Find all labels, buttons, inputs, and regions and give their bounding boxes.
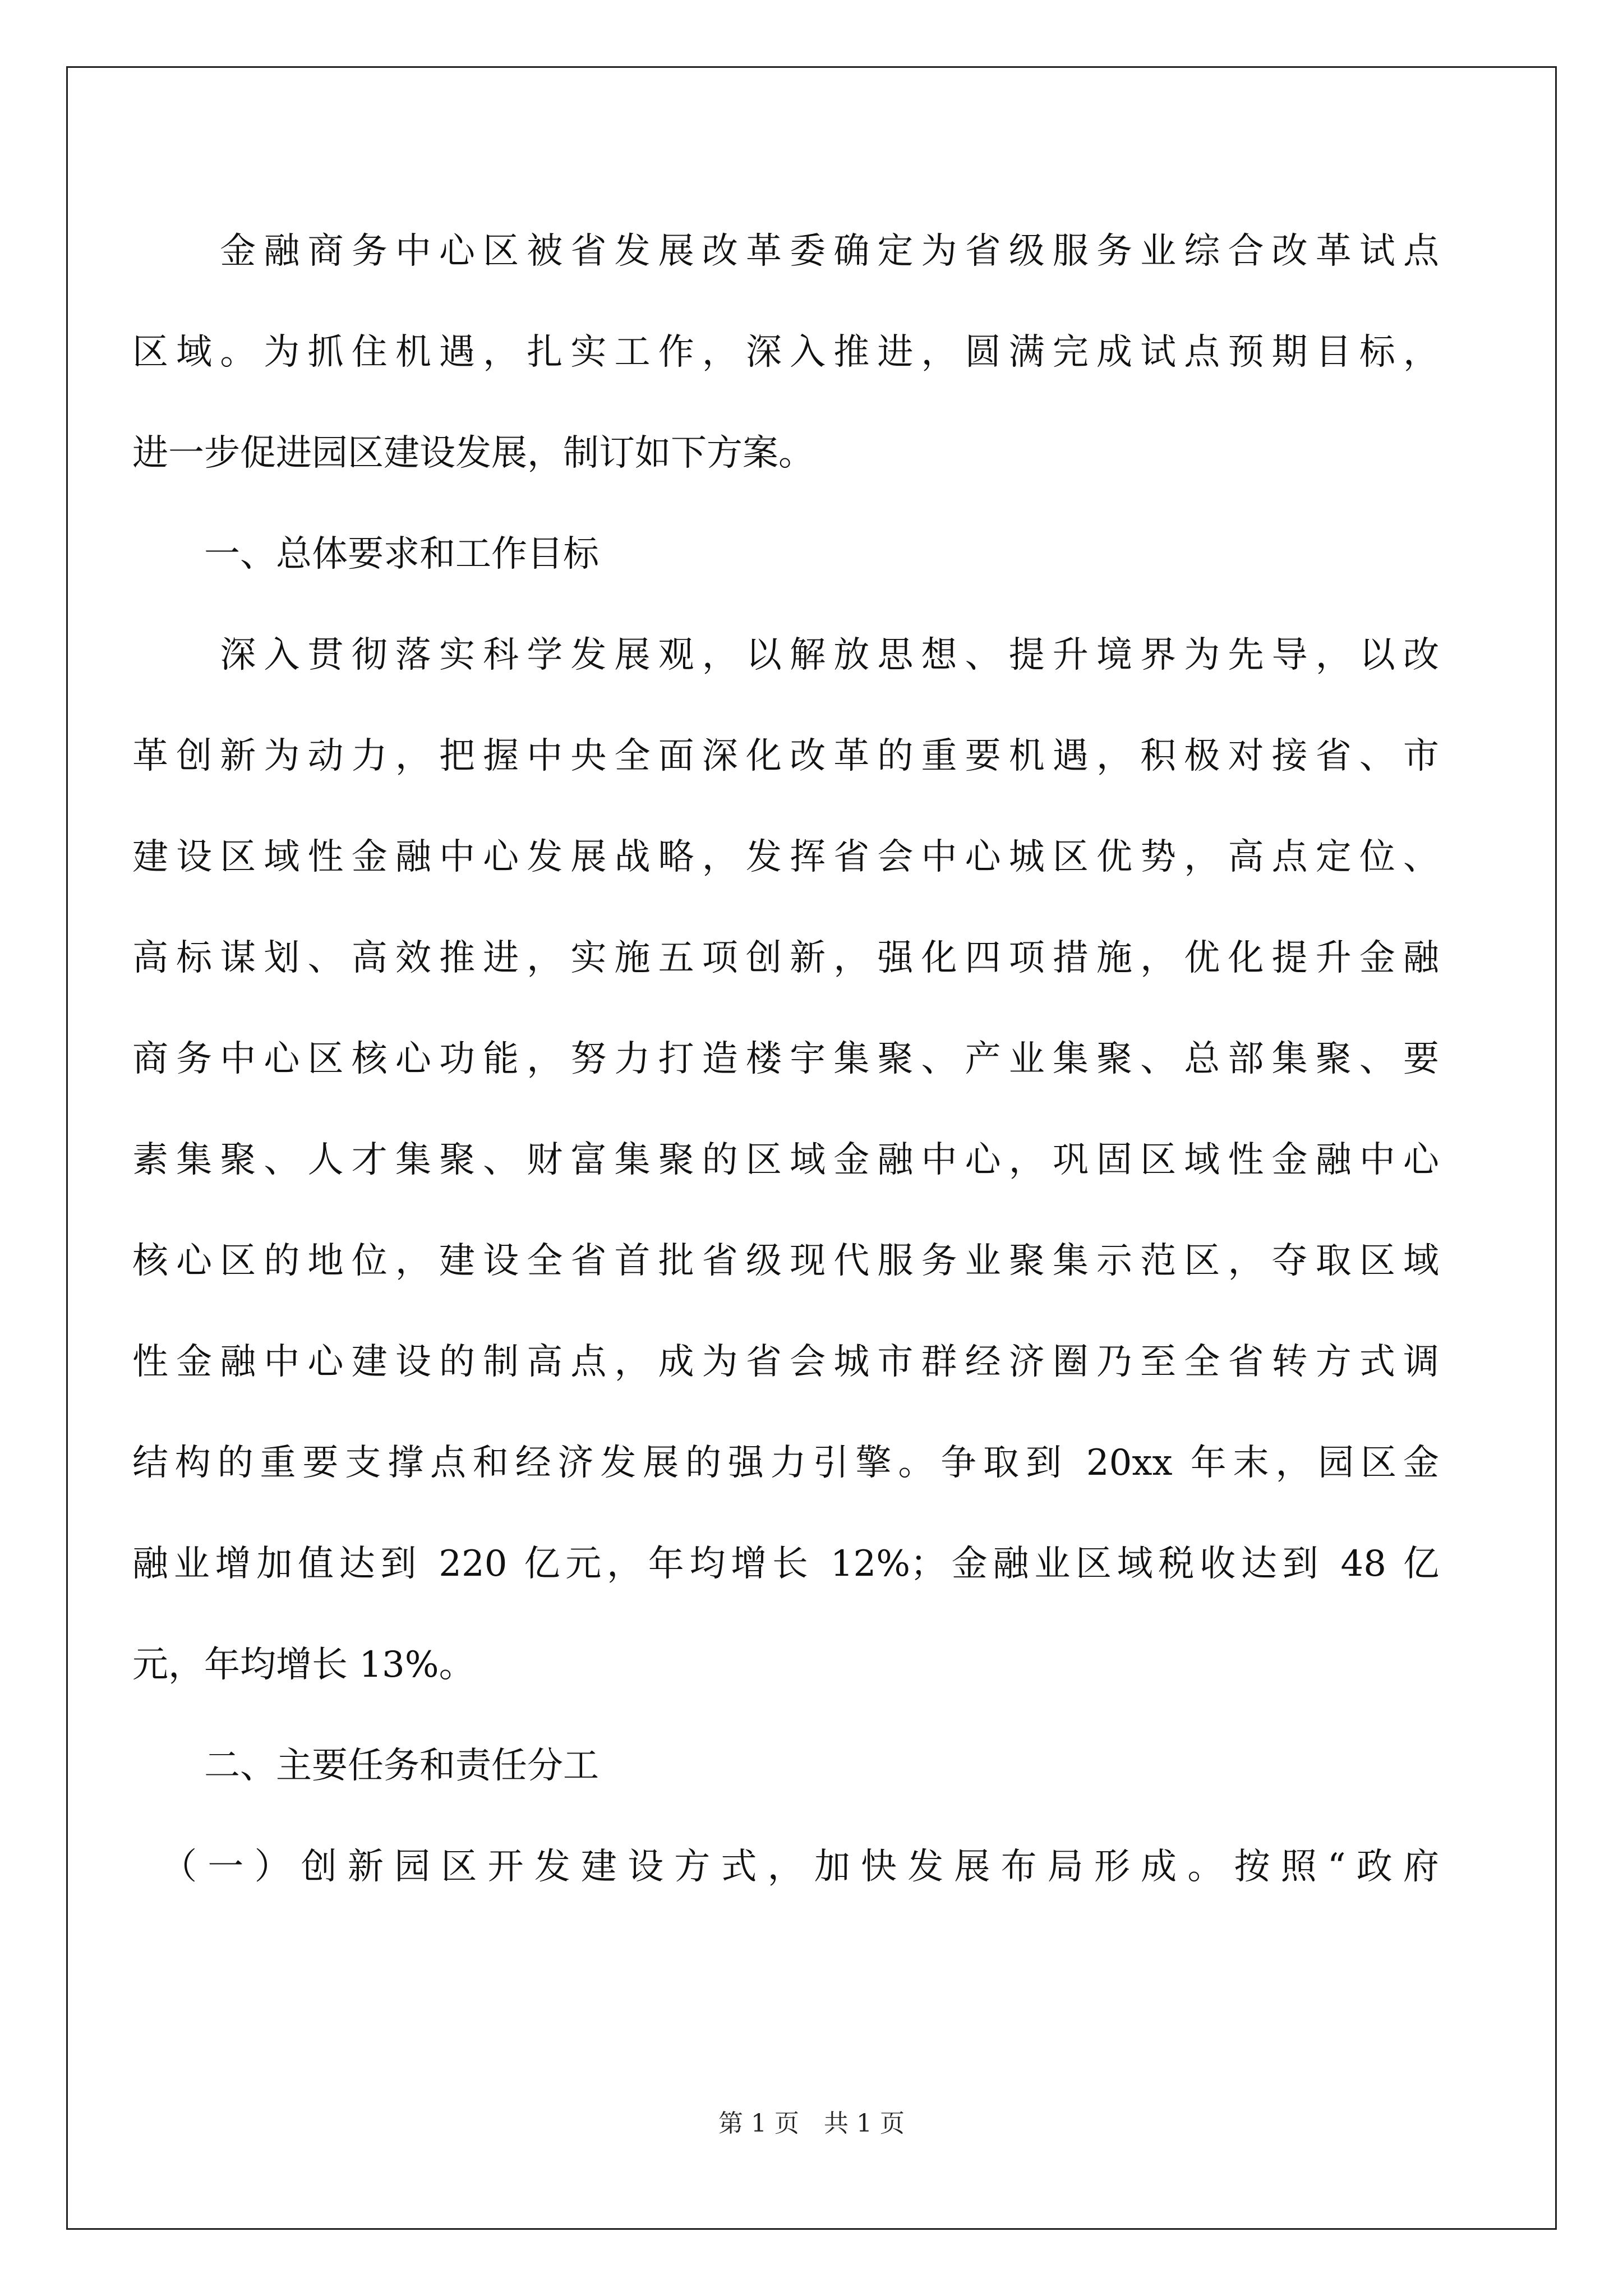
text-line: 金融商务中心区被省发展改革委确定为省级服务业综合改革试点 — [132, 231, 1439, 272]
text-line: 建设区域性金融中心发展战略，发挥省会中心城区优势，高点定位、 — [132, 836, 1439, 878]
section-heading: 一、总体要求和工作目标 — [132, 533, 599, 575]
text-line: 高标谋划、高效推进，实施五项创新，强化四项措施，优化提升金融 — [132, 937, 1439, 979]
text-line: 元，年均增长 13%。 — [132, 1644, 475, 1686]
text-line: （一）创新园区开发建设方式，加快发展布局形成。按照“政府 — [132, 1846, 1439, 1888]
section-heading: 二、主要任务和责任分工 — [132, 1745, 599, 1787]
text-line: 素集聚、人才集聚、财富集聚的区域金融中心，巩固区域性金融中心 — [132, 1139, 1439, 1181]
page-footer: 第 1 页 共 1 页 — [718, 2109, 905, 2138]
text-line: 性金融中心建设的制高点，成为省会城市群经济圈乃至全省转方式调 — [132, 1341, 1439, 1383]
text-line: 进一步促进园区建设发展，制订如下方案。 — [132, 432, 814, 474]
text-line: 融业增加值达到 220 亿元，年均增长 12%；金融业区域税收达到 48 亿 — [132, 1543, 1439, 1585]
text-line: 核心区的地位，建设全省首批省级现代服务业聚集示范区，夺取区域 — [132, 1240, 1439, 1282]
text-line: 深入贯彻落实科学发展观，以解放思想、提升境界为先导，以改 — [132, 634, 1439, 676]
text-line: 商务中心区核心功能，努力打造楼宇集聚、产业集聚、总部集聚、要 — [132, 1038, 1439, 1080]
text-line: 区域。为抓住机遇，扎实工作，深入推进，圆满完成试点预期目标， — [132, 332, 1439, 373]
text-line: 革创新为动力，把握中央全面深化改革的重要机遇，积极对接省、市 — [132, 735, 1439, 777]
text-line: 结构的重要支撑点和经济发展的强力引擎。争取到 20xx 年末，园区金 — [132, 1442, 1439, 1484]
